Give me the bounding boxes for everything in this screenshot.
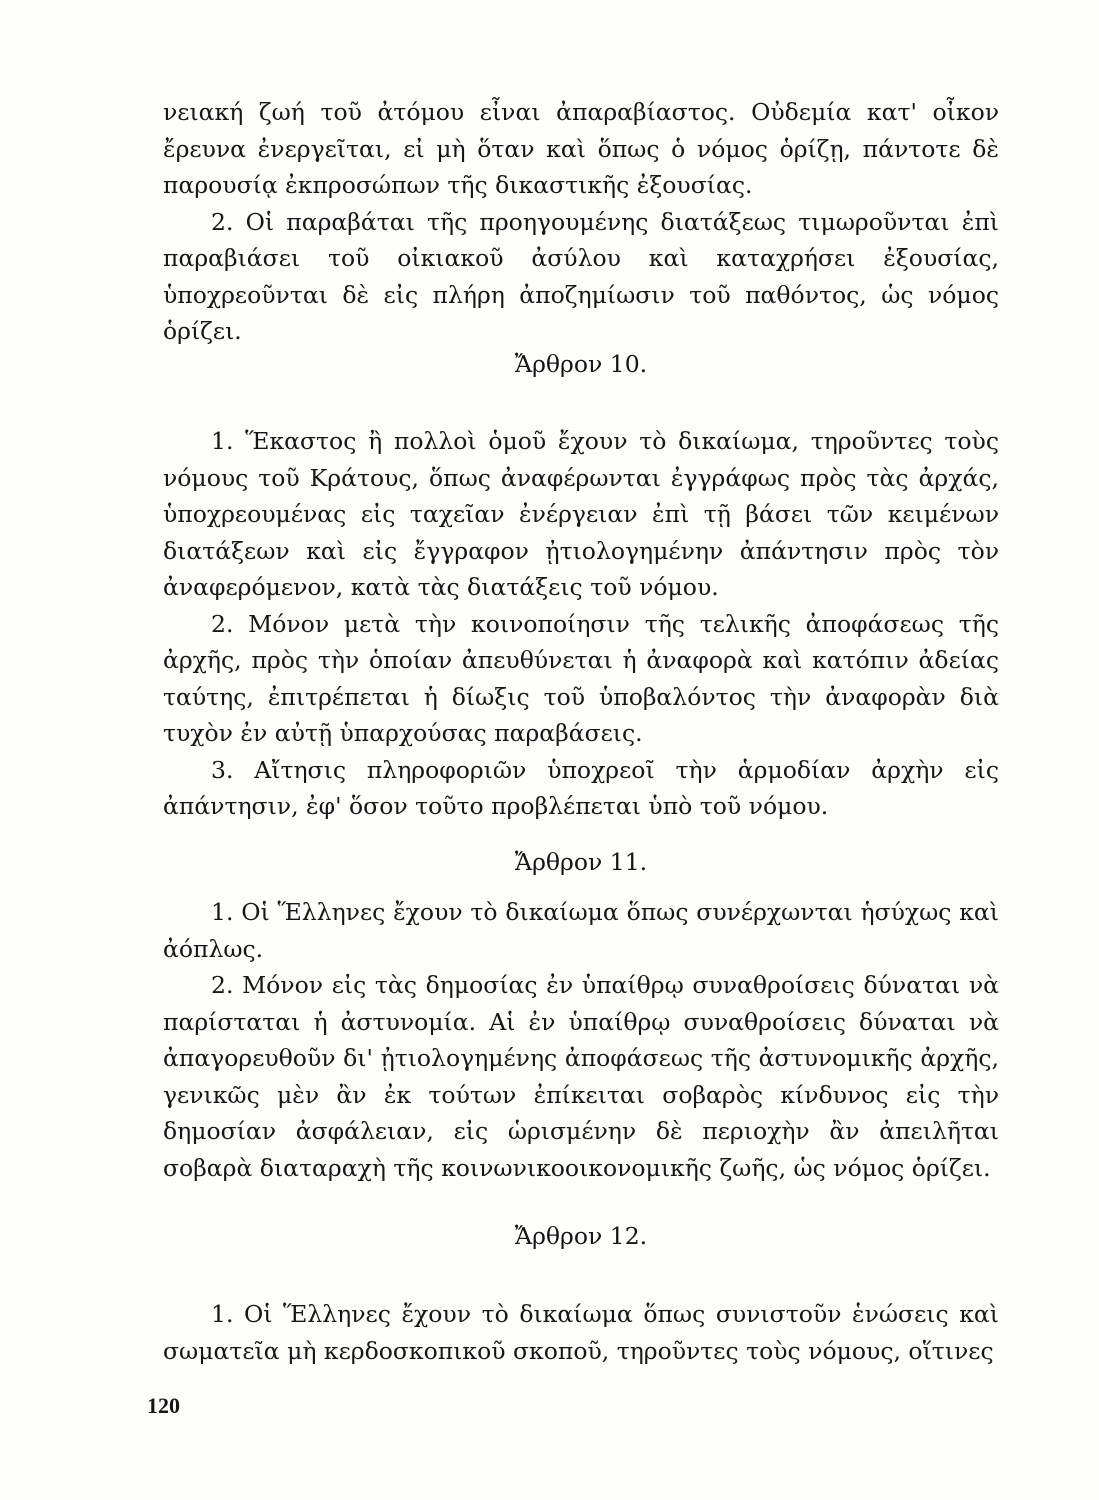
article-11-paragraph-2: 2. Μόνον εἰς τὰς δημοσίας ἐν ὑπαίθρῳ συναθροίσεις δύναται νὰ παρίσταται ἡ ἀστυνομία. Αἱ ἐν ὑπαίθρῳ συναθροίσεις δύναται νὰ ἀπαγορευθοῦν δι' ᾐτιολογημένης ἀποφάσεως τῆς ἀστυνομικῆς ἀρχῆς, γενικῶς μὲν ἂν ἐκ τούτων ἐπίκειται σοβαρὸς κίνδυνος εἰς τὴν δημοσίαν ἀσφάλειαν, εἰς ὡρισμένην δὲ περιοχὴν ἂν ἀπειλῆται σοβαρὰ διαταραχὴ τῆς κοινωνικοοικονομικῆς ζωῆς, ὡς νόμος ὁρίζει. [163, 971, 999, 1182]
article-11-paragraph-1: 1. Οἱ Ἕλληνες ἔχουν τὸ δικαίωμα ὅπως συνέρχωνται ἡσύχως καὶ ἀόπλως. [163, 898, 999, 963]
article-10-paragraph-1: 1. Ἕκαστος ἢ πολλοὶ ὁμοῦ ἔχουν τὸ δικαίωμα, τηροῦντες τοὺς νόμους τοῦ Κράτους, ὅπως ἀναφέρωνται ἐγγράφως πρὸς τὰς ἀρχάς, ὑποχρεουμένας εἰς ταχεῖαν ἐνέργειαν ἐπὶ τῇ βάσει τῶν κειμένων διατάξεων καὶ εἰς ἔγγραφον ᾐτιολογημένην ἀπάντησιν πρὸς τὸν ἀναφερόμενον, κατὰ τὰς διατάξεις τοῦ νόμου. [163, 427, 999, 601]
article-10-paragraph-2: 2. Μόνον μετὰ τὴν κοινοποίησιν τῆς τελικῆς ἀποφάσεως τῆς ἀρχῆς, πρὸς τὴν ὁποίαν ἀπευθύνεται ἡ ἀναφορὰ καὶ κατόπιν ἀδείας ταύτης, ἐπιτρέπεται ἡ δίωξις τοῦ ὑποβαλόντος τὴν ἀναφορὰν διὰ τυχὸν ἐν αὐτῇ ὑπαρχούσας παραβάσεις. [163, 609, 999, 747]
continued-paragraph: νειακή ζωή τοῦ ἀτόμου εἶναι ἀπαραβίαστος. Οὐδεμία κατ' οἶκον ἔρευνα ἐνεργεῖται, εἰ μὴ ὅταν καὶ ὅπως ὁ νόμος ὁρίζῃ, πάντοτε δὲ παρουσίᾳ ἐκπροσώπων τῆς δικαστικῆς ἐξουσίας. [163, 98, 999, 199]
article-11-body [163, 894, 999, 1186]
article-12-body [163, 1296, 999, 1369]
article-12-heading: Ἄρθρον 12. [514, 1222, 648, 1250]
page-number: 120 [147, 1393, 180, 1418]
article-9-continuation [163, 94, 999, 350]
article-9-paragraph-2: 2. Οἱ παραβάται τῆς προηγουμένης διατάξεως τιμωροῦνται ἐπὶ παραβιάσει τοῦ οἰκιακοῦ ἀσύλου καὶ καταχρήσει ἐξουσίας, ὑποχρεοῦνται δὲ εἰς πλήρη ἀποζημίωσιν τοῦ παθόντος, ὡς νόμος ὁρίζει. [163, 207, 999, 345]
article-12-paragraph-1: 1. Οἱ Ἕλληνες ἔχουν τὸ δικαίωμα ὅπως συνιστοῦν ἑνώσεις καὶ σωματεῖα μὴ κερδοσκοπικοῦ σκοποῦ, τηροῦντες τοὺς νόμους, οἵτινες [163, 1300, 999, 1365]
article-10-heading: Ἄρθρον 10. [514, 350, 648, 378]
article-10-body [163, 423, 999, 825]
article-11-heading: Ἄρθρον 11. [514, 848, 648, 876]
article-10-paragraph-3: 3. Αἴτησις πληροφοριῶν ὑποχρεοῖ τὴν ἁρμοδίαν ἀρχὴν εἰς ἀπάντησιν, ἐφ' ὅσον τοῦτο προβλέπεται ὑπὸ τοῦ νόμου. [163, 755, 999, 820]
